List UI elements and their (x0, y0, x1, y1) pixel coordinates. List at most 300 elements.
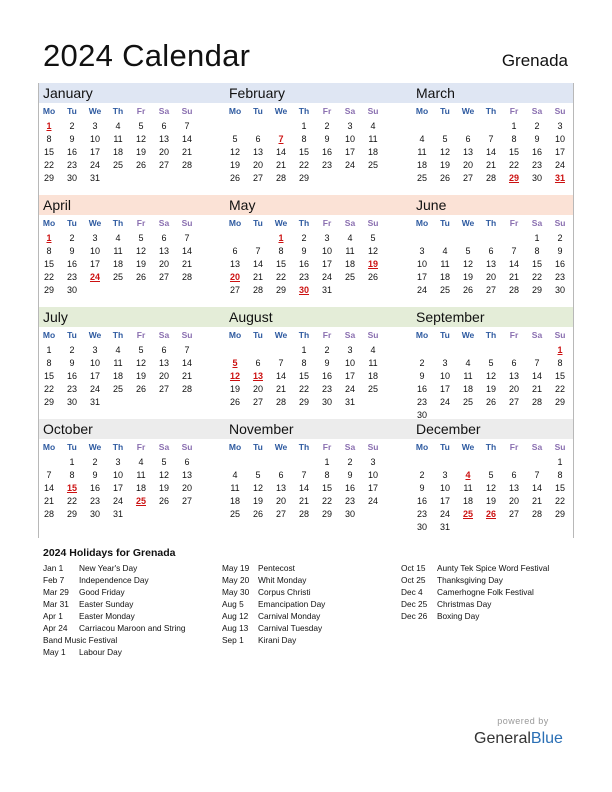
day-cell: 24 (554, 160, 565, 170)
weekday-header: Fr (322, 218, 332, 228)
day-cell: 24 (89, 384, 100, 394)
weekday-header: Su (367, 330, 379, 340)
month-name: December (416, 421, 481, 437)
day-cell: 17 (89, 371, 100, 381)
day-cell: 19 (252, 496, 263, 506)
day-cell: 2 (557, 233, 563, 243)
weekday-header: Su (367, 442, 379, 452)
day-cell: 1 (301, 345, 307, 355)
weekday-header: We (88, 106, 102, 116)
day-cell: 29 (298, 397, 309, 407)
weekday-header: Sa (158, 218, 170, 228)
weekday-header: Mo (42, 330, 56, 340)
day-cell: 10 (439, 483, 450, 493)
holiday-date: Oct 15 (401, 563, 426, 573)
day-cell: 1 (46, 345, 52, 355)
day-cell: 12 (252, 483, 263, 493)
holiday-day-cell: 24 (89, 272, 100, 282)
day-cell: 29 (321, 509, 332, 519)
holiday-name: Aunty Tek Spice Word Festival (437, 563, 550, 573)
day-cell: 6 (184, 457, 190, 467)
holiday-date: Sep 1 (222, 635, 244, 645)
day-cell: 10 (89, 246, 100, 256)
day-cell: 26 (439, 173, 450, 183)
day-cell: 27 (252, 397, 263, 407)
powered-by-text: powered by (497, 716, 549, 726)
day-cell: 12 (485, 371, 496, 381)
day-cell: 31 (89, 397, 100, 407)
holiday-date: Dec 26 (401, 611, 428, 621)
day-cell: 16 (416, 384, 427, 394)
day-cell: 7 (511, 246, 517, 256)
day-cell: 2 (69, 345, 75, 355)
day-cell: 21 (531, 384, 542, 394)
day-cell: 12 (462, 259, 473, 269)
day-cell: 31 (344, 397, 355, 407)
day-cell: 23 (554, 272, 565, 282)
holiday-name: Easter Sunday (79, 599, 134, 609)
day-cell: 21 (252, 272, 263, 282)
day-cell: 17 (554, 147, 565, 157)
month-name: September (416, 309, 485, 325)
day-cell: 4 (370, 345, 376, 355)
day-cell: 21 (275, 384, 286, 394)
weekday-header: Tu (253, 218, 263, 228)
day-cell: 31 (112, 509, 123, 519)
day-cell: 5 (138, 121, 144, 131)
day-cell: 5 (138, 233, 144, 243)
day-cell: 25 (416, 173, 427, 183)
holiday-date: May 19 (222, 563, 250, 573)
day-cell: 15 (275, 259, 286, 269)
day-cell: 28 (531, 397, 542, 407)
holiday-day-cell: 26 (485, 509, 496, 519)
weekday-header: We (88, 442, 102, 452)
day-cell: 28 (485, 173, 496, 183)
brand-blue: Blue (530, 730, 563, 747)
day-cell: 8 (534, 246, 540, 256)
day-cell: 26 (229, 173, 240, 183)
day-cell: 26 (462, 285, 473, 295)
day-cell: 14 (181, 134, 192, 144)
day-cell: 16 (321, 371, 332, 381)
holiday-name: Corpus Christi (258, 587, 311, 597)
day-cell: 2 (347, 457, 353, 467)
day-cell: 10 (89, 358, 100, 368)
weekday-header: Su (554, 218, 566, 228)
day-cell: 23 (416, 509, 427, 519)
day-cell: 10 (344, 134, 355, 144)
generalblue-logo[interactable] (474, 730, 563, 748)
day-cell: 28 (181, 160, 192, 170)
day-cell: 24 (367, 496, 378, 506)
day-cell: 20 (181, 483, 192, 493)
day-cell: 13 (181, 470, 192, 480)
day-cell: 7 (184, 233, 190, 243)
day-cell: 5 (138, 345, 144, 355)
day-cell: 10 (89, 134, 100, 144)
day-cell: 19 (135, 147, 146, 157)
day-cell: 9 (301, 246, 307, 256)
holiday-name: Good Friday (79, 587, 125, 597)
weekday-header: We (461, 218, 475, 228)
weekday-header: Su (367, 218, 379, 228)
day-cell: 13 (252, 147, 263, 157)
day-cell: 19 (229, 384, 240, 394)
holiday-name: Pentecost (258, 563, 295, 573)
day-cell: 22 (554, 496, 565, 506)
day-cell: 22 (275, 272, 286, 282)
day-cell: 25 (112, 272, 123, 282)
day-cell: 15 (554, 483, 565, 493)
day-cell: 28 (275, 397, 286, 407)
day-cell: 1 (301, 121, 307, 131)
day-cell: 20 (275, 496, 286, 506)
day-cell: 3 (347, 121, 353, 131)
weekday-header: Mo (228, 330, 242, 340)
day-cell: 20 (462, 160, 473, 170)
day-cell: 4 (419, 134, 425, 144)
year-calendar-grid (38, 83, 574, 538)
day-cell: 17 (367, 483, 378, 493)
day-cell: 4 (442, 246, 448, 256)
day-cell: 18 (135, 483, 146, 493)
weekday-header: Sa (344, 106, 356, 116)
day-cell: 28 (181, 384, 192, 394)
weekday-header: Tu (253, 330, 263, 340)
day-cell: 16 (554, 259, 565, 269)
day-cell: 15 (298, 147, 309, 157)
day-cell: 15 (43, 259, 54, 269)
day-cell: 8 (69, 470, 75, 480)
weekday-header: Sa (158, 442, 170, 452)
weekday-header: Su (181, 330, 193, 340)
month-name: May (229, 197, 256, 213)
day-cell: 2 (69, 233, 75, 243)
day-cell: 30 (66, 397, 77, 407)
day-cell: 17 (344, 147, 355, 157)
holiday-name: Carriacou Maroon and String (79, 623, 186, 633)
day-cell: 6 (255, 134, 261, 144)
day-cell: 18 (462, 496, 473, 506)
day-cell: 27 (181, 496, 192, 506)
day-cell: 1 (69, 457, 75, 467)
day-cell: 2 (92, 457, 98, 467)
day-cell: 14 (181, 358, 192, 368)
day-cell: 12 (135, 134, 146, 144)
holiday-date: May 20 (222, 575, 250, 585)
day-cell: 17 (89, 147, 100, 157)
day-cell: 5 (255, 470, 261, 480)
day-cell: 10 (112, 470, 123, 480)
day-cell: 27 (252, 173, 263, 183)
day-cell: 19 (462, 272, 473, 282)
day-cell: 25 (367, 384, 378, 394)
weekday-header: Su (554, 106, 566, 116)
holiday-date: May 1 (43, 647, 66, 657)
weekday-header: Th (485, 106, 497, 116)
weekday-header: Su (367, 106, 379, 116)
day-cell: 6 (465, 134, 471, 144)
day-cell: 21 (298, 496, 309, 506)
day-cell: 14 (508, 259, 519, 269)
month-name: August (229, 309, 273, 325)
day-cell: 24 (416, 285, 427, 295)
holiday-date: Aug 5 (222, 599, 244, 609)
day-cell: 6 (511, 358, 517, 368)
day-cell: 12 (439, 147, 450, 157)
day-cell: 16 (321, 147, 332, 157)
weekday-header: Th (298, 106, 310, 116)
holiday-day-cell: 30 (298, 285, 309, 295)
day-cell: 4 (347, 233, 353, 243)
day-cell: 3 (115, 457, 121, 467)
day-cell: 19 (439, 160, 450, 170)
day-cell: 5 (488, 470, 494, 480)
day-cell: 29 (43, 285, 54, 295)
day-cell: 20 (485, 272, 496, 282)
holidays-title: 2024 Holidays for Grenada (43, 547, 176, 559)
weekday-header: Su (554, 330, 566, 340)
day-cell: 13 (158, 246, 169, 256)
day-cell: 25 (112, 384, 123, 394)
holiday-day-cell: 20 (229, 272, 240, 282)
day-cell: 20 (158, 147, 169, 157)
weekday-header: Sa (158, 106, 170, 116)
day-cell: 14 (43, 483, 54, 493)
day-cell: 31 (439, 522, 450, 532)
day-cell: 6 (488, 246, 494, 256)
day-cell: 14 (531, 371, 542, 381)
weekday-header: Su (181, 442, 193, 452)
month-name: October (43, 421, 93, 437)
day-cell: 22 (298, 384, 309, 394)
holiday-name: Christmas Day (437, 599, 492, 609)
holiday-day-cell: 12 (229, 371, 240, 381)
holiday-date: Jan 1 (43, 563, 64, 573)
weekday-header: We (274, 106, 288, 116)
day-cell: 6 (278, 470, 284, 480)
weekday-header: Su (181, 218, 193, 228)
day-cell: 3 (92, 121, 98, 131)
day-cell: 22 (554, 384, 565, 394)
day-cell: 27 (158, 160, 169, 170)
day-cell: 2 (419, 358, 425, 368)
day-cell: 15 (43, 147, 54, 157)
day-cell: 16 (531, 147, 542, 157)
day-cell: 13 (158, 358, 169, 368)
day-cell: 13 (508, 371, 519, 381)
day-cell: 12 (135, 358, 146, 368)
day-cell: 30 (66, 285, 77, 295)
holiday-name: Thanksgiving Day (437, 575, 503, 585)
day-cell: 4 (370, 121, 376, 131)
weekday-header: Su (181, 106, 193, 116)
quarter-band (38, 307, 574, 327)
holiday-date: Mar 31 (43, 599, 69, 609)
weekday-header: Mo (415, 106, 429, 116)
day-cell: 2 (69, 121, 75, 131)
day-cell: 19 (158, 483, 169, 493)
day-cell: 19 (135, 259, 146, 269)
day-cell: 7 (184, 345, 190, 355)
weekday-header: Th (485, 218, 497, 228)
day-cell: 26 (135, 384, 146, 394)
day-cell: 18 (112, 371, 123, 381)
holiday-day-cell: 1 (46, 233, 52, 243)
holiday-name: Labour Day (79, 647, 122, 657)
day-cell: 17 (112, 483, 123, 493)
day-cell: 6 (161, 233, 167, 243)
day-cell: 15 (43, 371, 54, 381)
day-cell: 18 (367, 371, 378, 381)
day-cell: 29 (531, 285, 542, 295)
day-cell: 29 (554, 509, 565, 519)
holiday-day-cell: 29 (508, 173, 519, 183)
day-cell: 3 (370, 457, 376, 467)
day-cell: 18 (439, 272, 450, 282)
day-cell: 20 (252, 160, 263, 170)
holiday-day-cell: 1 (46, 121, 52, 131)
holiday-day-cell: 25 (462, 509, 473, 519)
weekday-header: We (274, 218, 288, 228)
day-cell: 12 (135, 246, 146, 256)
weekday-header: Fr (509, 106, 519, 116)
calendar-border (573, 83, 574, 538)
day-cell: 20 (508, 384, 519, 394)
weekday-header: Sa (158, 330, 170, 340)
day-cell: 9 (419, 483, 425, 493)
day-cell: 27 (275, 509, 286, 519)
holiday-day-cell: 15 (66, 483, 77, 493)
day-cell: 14 (275, 147, 286, 157)
weekday-header: Tu (440, 442, 450, 452)
day-cell: 21 (485, 160, 496, 170)
day-cell: 18 (112, 259, 123, 269)
day-cell: 14 (252, 259, 263, 269)
day-cell: 30 (66, 173, 77, 183)
weekday-header: We (274, 330, 288, 340)
weekday-header: We (461, 442, 475, 452)
day-cell: 27 (508, 397, 519, 407)
day-cell: 11 (113, 134, 123, 144)
day-cell: 7 (278, 358, 284, 368)
day-cell: 5 (488, 358, 494, 368)
day-cell: 28 (508, 285, 519, 295)
day-cell: 7 (534, 470, 540, 480)
weekday-header: Tu (67, 330, 77, 340)
day-cell: 20 (158, 371, 169, 381)
day-cell: 3 (92, 233, 98, 243)
weekday-header: We (274, 442, 288, 452)
brand-general: General (474, 730, 531, 747)
day-cell: 5 (442, 134, 448, 144)
day-cell: 7 (534, 358, 540, 368)
day-cell: 3 (92, 345, 98, 355)
day-cell: 30 (531, 173, 542, 183)
day-cell: 4 (115, 233, 121, 243)
weekday-header: Mo (42, 106, 56, 116)
holiday-name: Camerhogne Folk Festival (437, 587, 534, 597)
day-cell: 29 (298, 173, 309, 183)
holiday-day-cell: 25 (135, 496, 146, 506)
day-cell: 13 (462, 147, 473, 157)
day-cell: 26 (135, 160, 146, 170)
day-cell: 9 (92, 470, 98, 480)
weekday-header: Th (485, 442, 497, 452)
day-cell: 3 (419, 246, 425, 256)
holiday-date: Oct 25 (401, 575, 426, 585)
day-cell: 2 (324, 345, 330, 355)
weekday-header: We (88, 330, 102, 340)
day-cell: 4 (465, 358, 471, 368)
month-name: July (43, 309, 68, 325)
month-name: March (416, 85, 455, 101)
weekday-header: Fr (136, 330, 146, 340)
weekday-header: Fr (322, 106, 332, 116)
holiday-date: Dec 25 (401, 599, 428, 609)
day-cell: 14 (275, 371, 286, 381)
day-cell: 3 (557, 121, 563, 131)
day-cell: 25 (344, 272, 355, 282)
day-cell: 1 (511, 121, 517, 131)
country-name: Grenada (501, 51, 568, 70)
holiday-name: Boxing Day (437, 611, 480, 621)
day-cell: 9 (69, 246, 75, 256)
holiday-date: Feb 7 (43, 575, 65, 585)
day-cell: 29 (43, 173, 54, 183)
day-cell: 22 (66, 496, 77, 506)
day-cell: 28 (275, 173, 286, 183)
weekday-header: Fr (136, 106, 146, 116)
weekday-header: Fr (322, 442, 332, 452)
day-cell: 11 (440, 259, 450, 269)
day-cell: 21 (181, 371, 192, 381)
day-cell: 23 (321, 160, 332, 170)
page-title: 2024 Calendar (43, 38, 251, 73)
weekday-header: Tu (440, 218, 450, 228)
day-cell: 6 (255, 358, 261, 368)
day-cell: 30 (344, 509, 355, 519)
day-cell: 9 (69, 358, 75, 368)
day-cell: 7 (184, 121, 190, 131)
day-cell: 11 (368, 134, 378, 144)
day-cell: 28 (252, 285, 263, 295)
holiday-name: Kirani Day (258, 635, 297, 645)
day-cell: 30 (89, 509, 100, 519)
day-cell: 25 (462, 397, 473, 407)
weekday-header: Sa (531, 330, 543, 340)
day-cell: 29 (554, 397, 565, 407)
day-cell: 18 (367, 147, 378, 157)
day-cell: 6 (161, 121, 167, 131)
day-cell: 26 (485, 397, 496, 407)
day-cell: 25 (229, 509, 240, 519)
quarter-band (38, 195, 574, 215)
holiday-name: Whit Monday (258, 575, 307, 585)
holiday-day-cell: 1 (557, 345, 563, 355)
day-cell: 26 (367, 272, 378, 282)
day-cell: 11 (113, 358, 123, 368)
weekday-header: Fr (509, 218, 519, 228)
weekday-header: Sa (531, 442, 543, 452)
day-cell: 29 (43, 397, 54, 407)
day-cell: 20 (158, 259, 169, 269)
day-cell: 22 (43, 384, 54, 394)
day-cell: 24 (89, 160, 100, 170)
day-cell: 2 (301, 233, 307, 243)
holiday-name: Band Music Festival (43, 635, 118, 645)
